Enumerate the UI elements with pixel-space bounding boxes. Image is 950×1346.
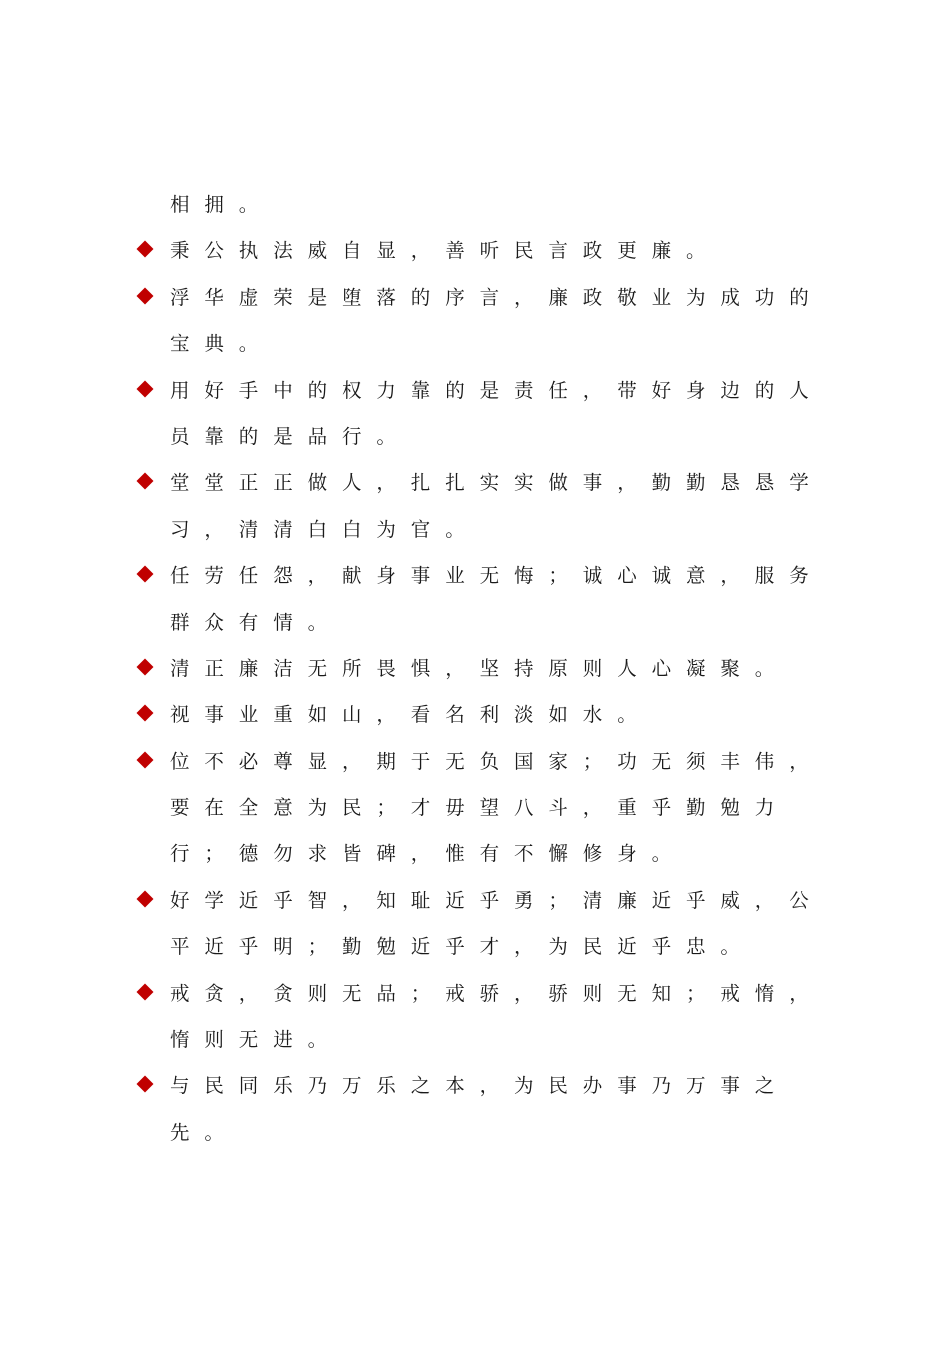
text-line: 好学近乎智，知耻近乎勇；清廉近乎威，公	[170, 888, 824, 912]
motto-item	[136, 878, 826, 971]
motto-item	[136, 646, 826, 692]
diamond-bullet-icon	[137, 658, 154, 675]
text-line: 任劳任怨，献身事业无悔；诚心诚意，服务	[170, 564, 824, 588]
diamond-bullet-icon	[137, 566, 154, 583]
diamond-bullet-icon	[137, 705, 154, 722]
text-line: 位不必尊显，期于无负国家；功无须丰伟，	[170, 749, 824, 773]
motto-item	[136, 553, 826, 646]
text-line: 员靠的是品行。	[170, 424, 411, 448]
text-line: 与民同乐乃万乐之本，为民办事乃万事之	[170, 1074, 790, 1098]
text-line: 用好手中的权力靠的是责任，带好身边的人	[170, 378, 824, 402]
diamond-bullet-icon	[137, 287, 154, 304]
text-line: 惰则无进。	[170, 1028, 343, 1052]
motto-item	[136, 228, 826, 274]
text-line: 视事业重如山，看名利淡如水。	[170, 703, 652, 727]
motto-item	[136, 460, 826, 553]
motto-item	[136, 368, 826, 461]
motto-item	[136, 739, 826, 878]
diamond-bullet-icon	[137, 983, 154, 1000]
diamond-bullet-icon	[137, 1076, 154, 1093]
text-line: 要在全意为民；才毋望八斗，重乎勤勉力	[170, 796, 790, 820]
motto-item	[136, 971, 826, 1064]
text-line: 相拥。	[170, 193, 274, 216]
text-line: 平近乎明；勤勉近乎才，为民近乎忠。	[170, 935, 755, 959]
continuation-text	[136, 182, 826, 228]
diamond-bullet-icon	[137, 751, 154, 768]
motto-item	[136, 692, 826, 738]
text-line: 行；德勿求皆碑，惟有不懈修身。	[170, 842, 687, 866]
diamond-bullet-icon	[137, 890, 154, 907]
text-line: 秉公执法威自显，善听民言政更廉。	[170, 239, 721, 263]
text-line: 浮华虚荣是堕落的序言，廉政敬业为成功的	[170, 285, 824, 309]
diamond-bullet-icon	[137, 241, 154, 258]
text-line: 清正廉洁无所畏惧，坚持原则人心凝聚。	[170, 656, 790, 680]
text-line: 戒贪，贪则无品；戒骄，骄则无知；戒惰，	[170, 981, 824, 1005]
document-body	[136, 182, 826, 1156]
motto-item	[136, 275, 826, 368]
motto-item	[136, 1063, 826, 1156]
text-line: 堂堂正正做人，扎扎实实做事，勤勤恳恳学	[170, 471, 824, 495]
text-line: 群众有情。	[170, 610, 343, 634]
text-line: 先。	[170, 1120, 239, 1144]
text-line: 宝典。	[170, 332, 274, 356]
motto-list	[136, 228, 826, 1156]
text-line: 习，清清白白为官。	[170, 517, 480, 541]
diamond-bullet-icon	[137, 473, 154, 490]
diamond-bullet-icon	[137, 380, 154, 397]
